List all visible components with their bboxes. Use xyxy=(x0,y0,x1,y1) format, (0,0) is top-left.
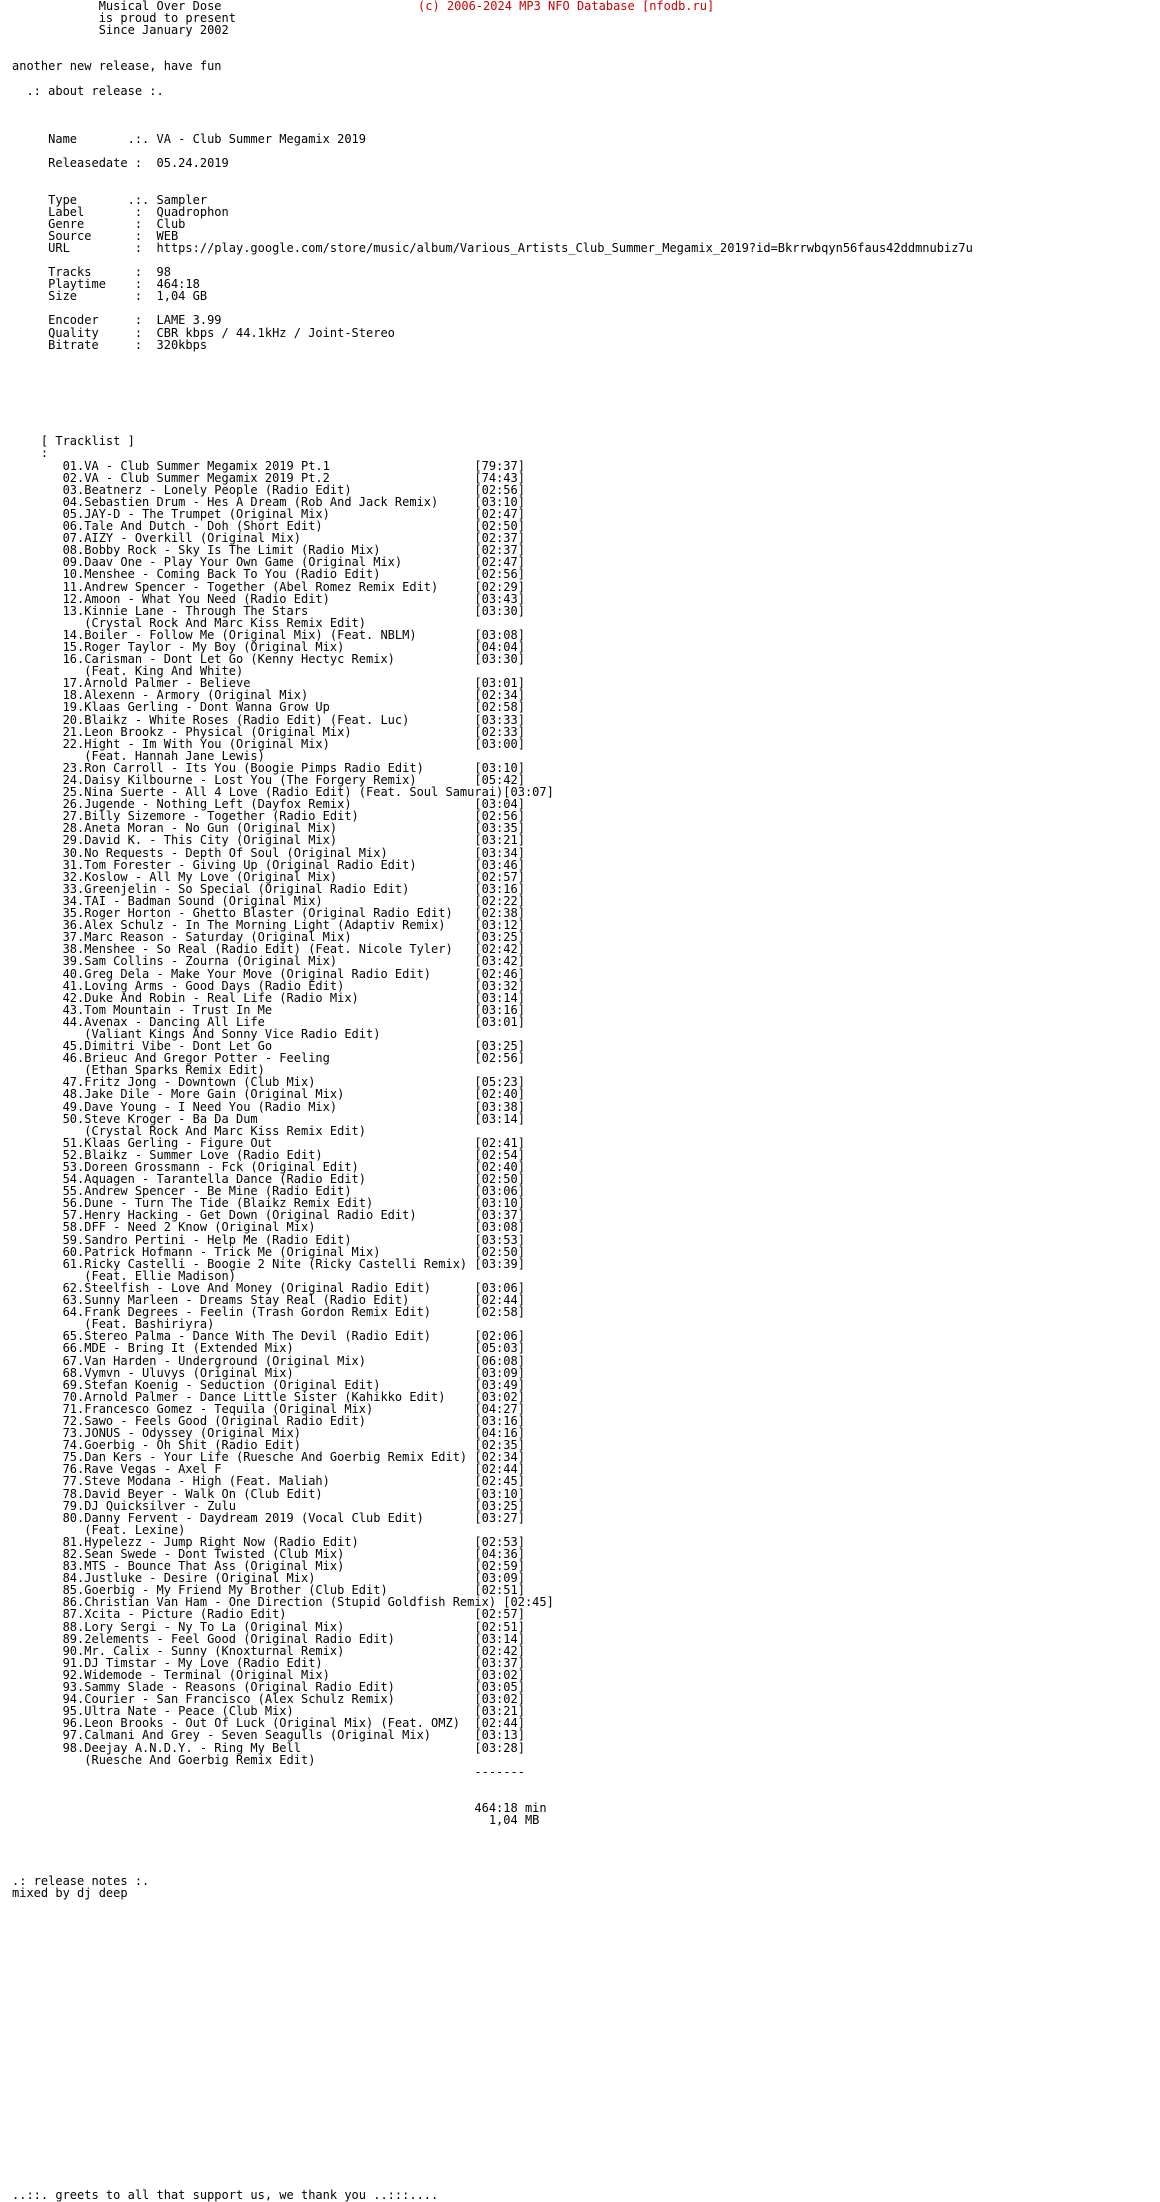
nfo-line: 77.Steve Modana - High (Feat. Maliah) [02:45] xyxy=(12,1474,525,1489)
nfo-line: Playtime : 464:18 xyxy=(12,277,200,292)
nfo-line: 65.Stereo Palma - Dance With The Devil (Radio Edit) [02:06] xyxy=(12,1329,525,1344)
nfo-line: 61.Ricky Castelli - Boogie 2 Nite (Ricky Castelli Remix) [03:39] xyxy=(12,1256,525,1271)
nfo-line: 39.Sam Collins - Zourna (Original Mix) [03:42] xyxy=(12,954,525,969)
nfo-line: URL : https://play.google.com/store/music/album/Various_Artists_Club_Summer_Megamix_2019?id=Bkrrwbqyn56faus42ddmnubiz7u xyxy=(12,240,973,255)
nfo-line: (Feat. Ellie Madison) xyxy=(12,1268,236,1283)
nfo-line: 49.Dave Young - I Need You (Radio Mix) [03:38] xyxy=(12,1099,525,1114)
nfo-line: 37.Marc Reason - Saturday (Original Mix) [03:25] xyxy=(12,930,525,945)
nfo-line: 04.Sebastien Drum - Hes A Dream (Rob And Jack Remix) [03:10] xyxy=(12,494,525,509)
nfo-line: Source : WEB xyxy=(12,228,179,243)
nfo-line: 87.Xcita - Picture (Radio Edit) [02:57] xyxy=(12,1607,525,1622)
nfo-line: 25.Nina Suerte - All 4 Love (Radio Edit) (Feat. Soul Samurai)[03:07] xyxy=(12,785,554,800)
nfo-line: Releasedate : 05.24.2019 xyxy=(12,156,229,171)
nfo-line: 28.Aneta Moran - No Gun (Original Mix) [03:35] xyxy=(12,821,525,836)
nfo-line: 91.DJ Timstar - My Love (Radio Edit) [03:37] xyxy=(12,1655,525,1670)
nfo-line: 50.Steve Kroger - Ba Da Dum [03:14] xyxy=(12,1111,525,1126)
nfo-line: 60.Patrick Hofmann - Trick Me (Original Mix) [02:50] xyxy=(12,1244,525,1259)
nfo-line: 42.Duke And Robin - Real Life (Radio Mix) [03:14] xyxy=(12,990,525,1005)
nfo-line: another new release, have fun xyxy=(12,59,222,74)
nfo-line: Genre : Club xyxy=(12,216,186,231)
nfo-line: 94.Courier - San Francisco (Alex Schulz Remix) [03:02] xyxy=(12,1692,525,1707)
nfo-line: 89.2elements - Feel Good (Original Radio Edit) [03:14] xyxy=(12,1631,525,1646)
nfo-line: : xyxy=(12,446,49,461)
nfo-line: 57.Henry Hacking - Get Down (Original Radio Edit) [03:37] xyxy=(12,1208,525,1223)
nfo-line: Musical Over Dose xyxy=(12,0,222,13)
nfo-line: (Feat. King And White) xyxy=(12,664,244,679)
nfo-line: 71.Francesco Gomez - Tequila (Original Mix) [04:27] xyxy=(12,1401,525,1416)
nfo-line: 75.Dan Kers - Your Life (Ruesche And Goerbig Remix Edit) [02:34] xyxy=(12,1450,525,1465)
nfo-line: 35.Roger Horton - Ghetto Blaster (Original Radio Edit) [02:38] xyxy=(12,906,525,921)
nfo-line: 11.Andrew Spencer - Together (Abel Romez Remix Edit) [02:29] xyxy=(12,579,525,594)
nfo-line: 06.Tale And Dutch - Doh (Short Edit) [02:50] xyxy=(12,519,525,534)
nfo-line: 15.Roger Taylor - My Boy (Original Mix) [04:04] xyxy=(12,639,525,654)
nfo-line: Encoder : LAME 3.99 xyxy=(12,313,222,328)
nfo-line: .: about release :. xyxy=(12,83,164,98)
nfo-line: 36.Alex Schulz - In The Morning Light (Adaptiv Remix) [03:12] xyxy=(12,918,525,933)
nfo-line: 47.Fritz Jong - Downtown (Club Mix) [05:23] xyxy=(12,1075,525,1090)
nfo-line: Name .:. VA - Club Summer Megamix 2019 xyxy=(12,132,367,147)
nfo-line: 58.DFF - Need 2 Know (Original Mix) [03:08] xyxy=(12,1220,525,1235)
nfo-line: 52.Blaikz - Summer Love (Radio Edit) [02:54] xyxy=(12,1147,525,1162)
nfo-line: (Crystal Rock And Marc Kiss Remix Edit) xyxy=(12,615,367,630)
nfo-line: 33.Greenjelin - So Special (Original Radio Edit) [03:16] xyxy=(12,881,525,896)
nfo-line: 95.Ultra Nate - Peace (Club Mix) [03:21] xyxy=(12,1704,525,1719)
nfo-line: 13.Kinnie Lane - Through The Stars [03:30] xyxy=(12,603,525,618)
nfo-line: Bitrate : 320kbps xyxy=(12,337,208,352)
nfo-line: (Crystal Rock And Marc Kiss Remix Edit) xyxy=(12,1123,367,1138)
nfo-line: 43.Tom Mountain - Trust In Me [03:16] xyxy=(12,1002,525,1017)
copyright-notice: (c) 2006-2024 MP3 NFO Database [nfodb.ru] xyxy=(418,0,715,13)
nfo-line: 97.Calmani And Grey - Seven Seagulls (Original Mix) [03:13] xyxy=(12,1728,525,1743)
nfo-line: 98.Deejay A.N.D.Y. - Ring My Bell [03:28] xyxy=(12,1740,525,1755)
nfo-line: 80.Danny Fervent - Daydream 2019 (Vocal Club Edit) [03:27] xyxy=(12,1510,525,1525)
nfo-line: (Ruesche And Goerbig Remix Edit) xyxy=(12,1752,316,1767)
nfo-line: 01.VA - Club Summer Megamix 2019 Pt.1 [79:37] xyxy=(12,458,525,473)
nfo-line: 41.Loving Arms - Good Days (Radio Edit) [03:32] xyxy=(12,978,525,993)
nfo-line: (Valiant Kings And Sonny Vice Radio Edit) xyxy=(12,1026,381,1041)
nfo-line: Since January 2002 xyxy=(12,23,229,38)
nfo-line: 16.Carisman - Dont Let Go (Kenny Hectyc Remix) [03:30] xyxy=(12,652,525,667)
nfo-line: 66.MDE - Bring It (Extended Mix) [05:03] xyxy=(12,1341,525,1356)
nfo-line: 48.Jake Dile - More Gain (Original Mix) [02:40] xyxy=(12,1087,525,1102)
nfo-line: 17.Arnold Palmer - Believe [03:01] xyxy=(12,676,525,691)
nfo-line: ------- xyxy=(12,1764,525,1779)
nfo-line: Type .:. Sampler xyxy=(12,192,208,207)
nfo-line: 69.Stefan Koenig - Seduction (Original Edit) [03:49] xyxy=(12,1377,525,1392)
nfo-line: 29.David K. - This City (Original Mix) [03:21] xyxy=(12,833,525,848)
nfo-line: 83.MTS - Bounce That Ass (Original Mix) [02:59] xyxy=(12,1559,525,1574)
nfo-line: 63.Sunny Marleen - Dreams Stay Real (Radio Edit) [02:44] xyxy=(12,1293,525,1308)
nfo-line: 10.Menshee - Coming Back To You (Radio Edit) [02:56] xyxy=(12,567,525,582)
nfo-line: 56.Dune - Turn The Tide (Blaikz Remix Edit) [03:10] xyxy=(12,1196,525,1211)
nfo-line: 19.Klaas Gerling - Dont Wanna Grow Up [02:58] xyxy=(12,700,525,715)
nfo-line: 23.Ron Carroll - Its You (Boogie Pimps Radio Edit) [03:10] xyxy=(12,760,525,775)
nfo-line: 67.Van Harden - Underground (Original Mix) [06:08] xyxy=(12,1353,525,1368)
nfo-line: 32.Koslow - All My Love (Original Mix) [02:57] xyxy=(12,869,525,884)
nfo-line: Label : Quadrophon xyxy=(12,204,229,219)
nfo-line: (Feat. Bashiriyra) xyxy=(12,1317,215,1332)
nfo-line: Tracks : 98 xyxy=(12,265,171,280)
nfo-line: 34.TAI - Badman Sound (Original Mix) [02:22] xyxy=(12,893,525,908)
nfo-line: 08.Bobby Rock - Sky Is The Limit (Radio Mix) [02:37] xyxy=(12,543,525,558)
nfo-line: 14.Boiler - Follow Me (Original Mix) (Feat. NBLM) [03:08] xyxy=(12,627,525,642)
nfo-line: 21.Leon Brookz - Physical (Original Mix) [02:33] xyxy=(12,724,525,739)
nfo-line: 92.Widemode - Terminal (Original Mix) [03:02] xyxy=(12,1667,525,1682)
nfo-line: 38.Menshee - So Real (Radio Edit) (Feat. Nicole Tyler) [02:42] xyxy=(12,942,525,957)
nfo-line: ..::. greets to all that support us, we thank you ..:::.... xyxy=(12,2187,439,2202)
nfo-line: 79.DJ Quicksilver - Zulu [03:25] xyxy=(12,1498,525,1513)
nfo-line: 07.AIZY - Overkill (Original Mix) [02:37] xyxy=(12,531,525,546)
nfo-line: 1,04 MB xyxy=(12,1813,540,1828)
nfo-line: 03.Beatnerz - Lonely People (Radio Edit) [02:56] xyxy=(12,482,525,497)
nfo-line: (Feat. Lexine) xyxy=(12,1522,186,1537)
nfo-line: 84.Justluke - Desire (Original Mix) [03:09] xyxy=(12,1571,525,1586)
nfo-line: 64.Frank Degrees - Feelin (Trash Gordon Remix Edit) [02:58] xyxy=(12,1305,525,1320)
nfo-line: 81.Hypelezz - Jump Right Now (Radio Edit) [02:53] xyxy=(12,1534,525,1549)
nfo-line: 68.Vymvn - Uluvys (Original Mix) [03:09] xyxy=(12,1365,525,1380)
nfo-line: 09.Daav One - Play Your Own Game (Original Mix) [02:47] xyxy=(12,555,525,570)
nfo-line: 88.Lory Sergi - Ny To La (Original Mix) [02:51] xyxy=(12,1619,525,1634)
nfo-line: Size : 1,04 GB xyxy=(12,289,208,304)
nfo-line: (Ethan Sparks Remix Edit) xyxy=(12,1063,265,1078)
nfo-line: 73.JONUS - Odyssey (Original Mix) [04:16] xyxy=(12,1426,525,1441)
nfo-line: 96.Leon Brooks - Out Of Luck (Original Mix) (Feat. OMZ) [02:44] xyxy=(12,1716,525,1731)
nfo-line: 22.Hight - Im With You (Original Mix) [03:00] xyxy=(12,736,525,751)
nfo-line: 05.JAY-D - The Trumpet (Original Mix) [02:47] xyxy=(12,506,525,521)
nfo-line: 93.Sammy Slade - Reasons (Original Radio Edit) [03:05] xyxy=(12,1680,525,1695)
nfo-line: (Feat. Hannah Jane Lewis) xyxy=(12,748,265,763)
nfo-line: 55.Andrew Spencer - Be Mine (Radio Edit) [03:06] xyxy=(12,1184,525,1199)
nfo-line: 51.Klaas Gerling - Figure Out [02:41] xyxy=(12,1135,525,1150)
nfo-line: 74.Goerbig - Oh Shit (Radio Edit) [02:35] xyxy=(12,1438,525,1453)
nfo-line: Quality : CBR kbps / 44.1kHz / Joint-Stereo xyxy=(12,325,395,340)
nfo-line: 59.Sandro Pertini - Help Me (Radio Edit) [03:53] xyxy=(12,1232,525,1247)
nfo-line: 31.Tom Forester - Giving Up (Original Radio Edit) [03:46] xyxy=(12,857,525,872)
nfo-line: 78.David Beyer - Walk On (Club Edit) [03:10] xyxy=(12,1486,525,1501)
nfo-line: 12.Amoon - What You Need (Radio Edit) [03:43] xyxy=(12,591,525,606)
nfo-line: 54.Aquagen - Tarantella Dance (Radio Edit) [02:50] xyxy=(12,1172,525,1187)
nfo-line: mixed by dj deep xyxy=(12,1885,128,1900)
nfo-line: 18.Alexenn - Armory (Original Mix) [02:34] xyxy=(12,688,525,703)
nfo-line: 464:18 min xyxy=(12,1800,547,1815)
nfo-text-block xyxy=(12,0,973,2201)
nfo-line: 62.Steelfish - Love And Money (Original Radio Edit) [03:06] xyxy=(12,1280,525,1295)
nfo-line: 85.Goerbig - My Friend My Brother (Club Edit) [02:51] xyxy=(12,1583,525,1598)
nfo-line: 30.No Requests - Depth Of Soul (Original Mix) [03:34] xyxy=(12,845,525,860)
nfo-line: 70.Arnold Palmer - Dance Little Sister (Kahikko Edit) [03:02] xyxy=(12,1389,525,1404)
nfo-line: [ Tracklist ] xyxy=(12,434,135,449)
nfo-line: is proud to present xyxy=(12,11,236,26)
nfo-line: 45.Dimitri Vibe - Dont Let Go [03:25] xyxy=(12,1039,525,1054)
nfo-line: 53.Doreen Grossmann - Fck (Original Edit) [02:40] xyxy=(12,1160,525,1174)
nfo-line: 82.Sean Swede - Dont Twisted (Club Mix) [04:36] xyxy=(12,1547,525,1561)
nfo-line: 46.Brieuc And Gregor Potter - Feeling [02:56] xyxy=(12,1051,525,1066)
nfo-line: 72.Sawo - Feels Good (Original Radio Edit) [03:16] xyxy=(12,1413,525,1428)
nfo-line: 02.VA - Club Summer Megamix 2019 Pt.2 [74:43] xyxy=(12,470,525,485)
nfo-line: 86.Christian Van Ham - One Direction (Stupid Goldfish Remix) [02:45] xyxy=(12,1595,554,1610)
nfo-line: 26.Jugende - Nothing Left (Dayfox Remix) [03:04] xyxy=(12,797,525,812)
nfo-line: 76.Rave Vegas - Axel F [02:44] xyxy=(12,1462,525,1477)
nfo-line: 44.Avenax - Dancing All Life [03:01] xyxy=(12,1014,525,1029)
nfo-line: 40.Greg Dela - Make Your Move (Original Radio Edit) [02:46] xyxy=(12,966,525,981)
nfo-line: 90.Mr. Calix - Sunny (Knoxturnal Remix) [02:42] xyxy=(12,1643,525,1658)
nfo-line: 27.Billy Sizemore - Together (Radio Edit) [02:56] xyxy=(12,809,525,824)
nfo-line: 24.Daisy Kilbourne - Lost You (The Forgery Remix) [05:42] xyxy=(12,773,525,787)
nfo-line: .: release notes :. xyxy=(12,1873,150,1888)
nfo-line: 20.Blaikz - White Roses (Radio Edit) (Feat. Luc) [03:33] xyxy=(12,712,525,727)
